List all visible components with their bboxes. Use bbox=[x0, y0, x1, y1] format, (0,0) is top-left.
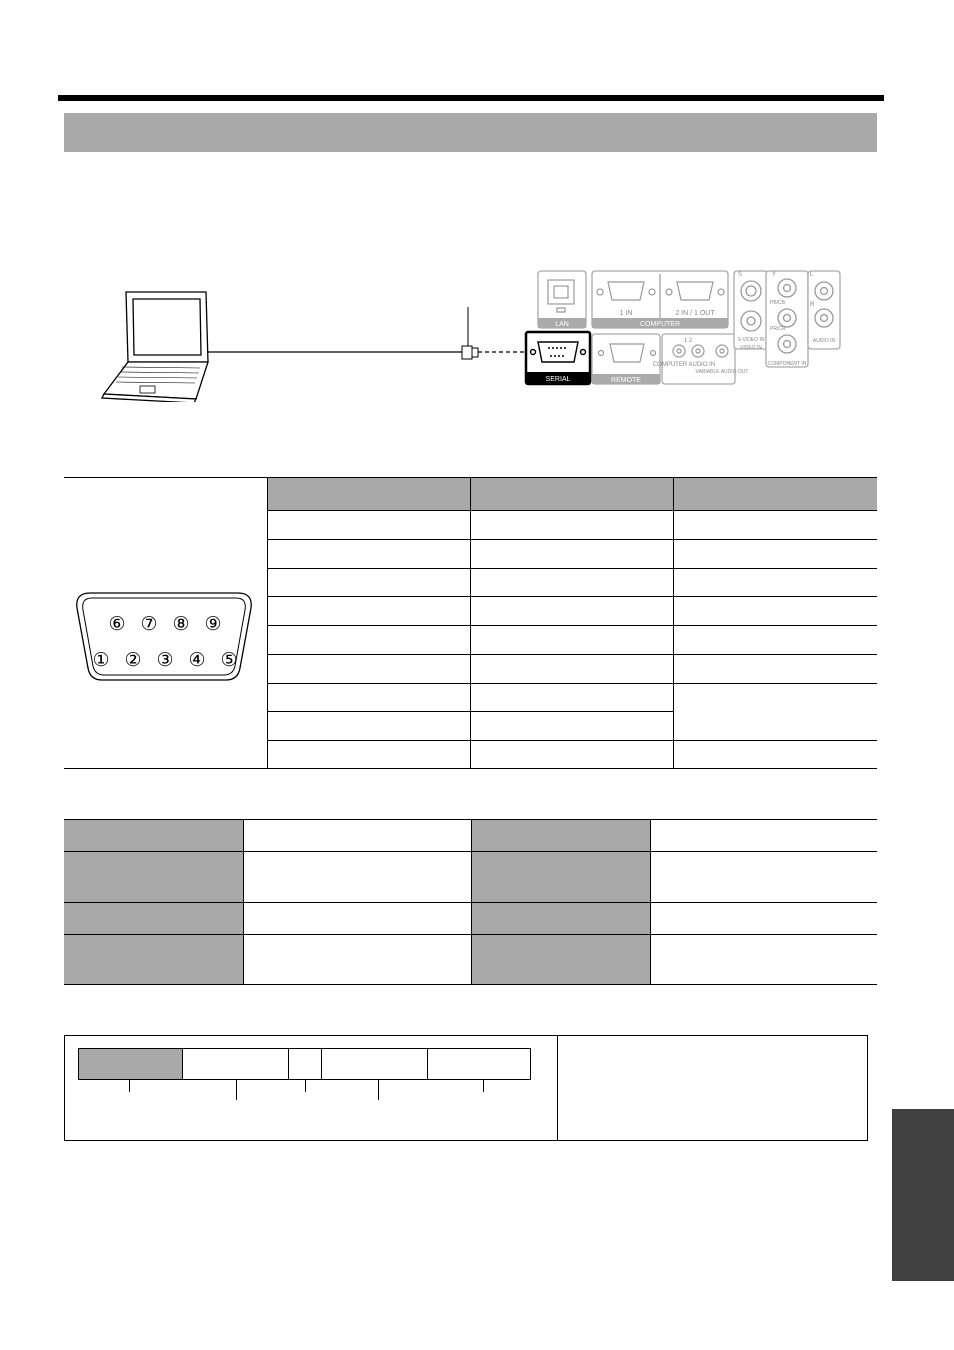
pin-7: ⑦ bbox=[140, 613, 158, 635]
computer-1-label: 1 IN bbox=[619, 310, 633, 317]
computer-2-label: 2 IN / 1 OUT bbox=[675, 310, 715, 317]
pin-2: ② bbox=[124, 649, 142, 671]
pr-mark: PR/CR bbox=[770, 326, 786, 332]
pin-1: ① bbox=[92, 649, 110, 671]
pin-3: ③ bbox=[156, 649, 174, 671]
connection-diagram bbox=[60, 262, 850, 402]
section-banner bbox=[64, 113, 877, 152]
audio-nums: 1 2 bbox=[683, 338, 693, 344]
frame-cells bbox=[78, 1048, 531, 1080]
cable-connector-icon bbox=[462, 346, 478, 359]
pin-5: ⑤ bbox=[220, 649, 238, 671]
command-frame-box bbox=[64, 1035, 868, 1141]
laptop-icon bbox=[102, 292, 208, 402]
y-mark: Y bbox=[772, 272, 777, 278]
lan-label: LAN bbox=[555, 321, 569, 328]
serial-label: SERIAL bbox=[545, 376, 571, 383]
r-mark: R bbox=[810, 302, 815, 308]
communication-spec-table bbox=[64, 819, 877, 985]
component-label: COMPONENT IN bbox=[767, 361, 807, 367]
side-tab bbox=[892, 1109, 954, 1281]
pb-mark: PB/CB bbox=[770, 300, 786, 306]
top-rule bbox=[58, 95, 884, 101]
audio-jack-icons bbox=[673, 345, 728, 357]
pin-4: ④ bbox=[188, 649, 206, 671]
video-label: VIDEO IN bbox=[740, 345, 762, 351]
audio-in-label: AUDIO IN bbox=[812, 338, 836, 344]
pin-8: ⑧ bbox=[172, 613, 190, 635]
pin-table-header bbox=[267, 478, 877, 510]
dsub-connector-icon bbox=[70, 590, 260, 686]
s-mark: S bbox=[738, 272, 743, 278]
svideo-label: S-VIDEO IN bbox=[737, 337, 765, 343]
pin-9: ⑨ bbox=[204, 613, 222, 635]
computer-label: COMPUTER bbox=[639, 321, 681, 328]
computer-audio-label: COMPUTER AUDIO IN bbox=[652, 362, 716, 368]
variable-audio-label: VARIABLE AUDIO OUT bbox=[695, 369, 749, 375]
remote-label: REMOTE bbox=[611, 377, 641, 384]
pin-6: ⑥ bbox=[108, 613, 126, 635]
l-mark: L bbox=[810, 272, 814, 278]
